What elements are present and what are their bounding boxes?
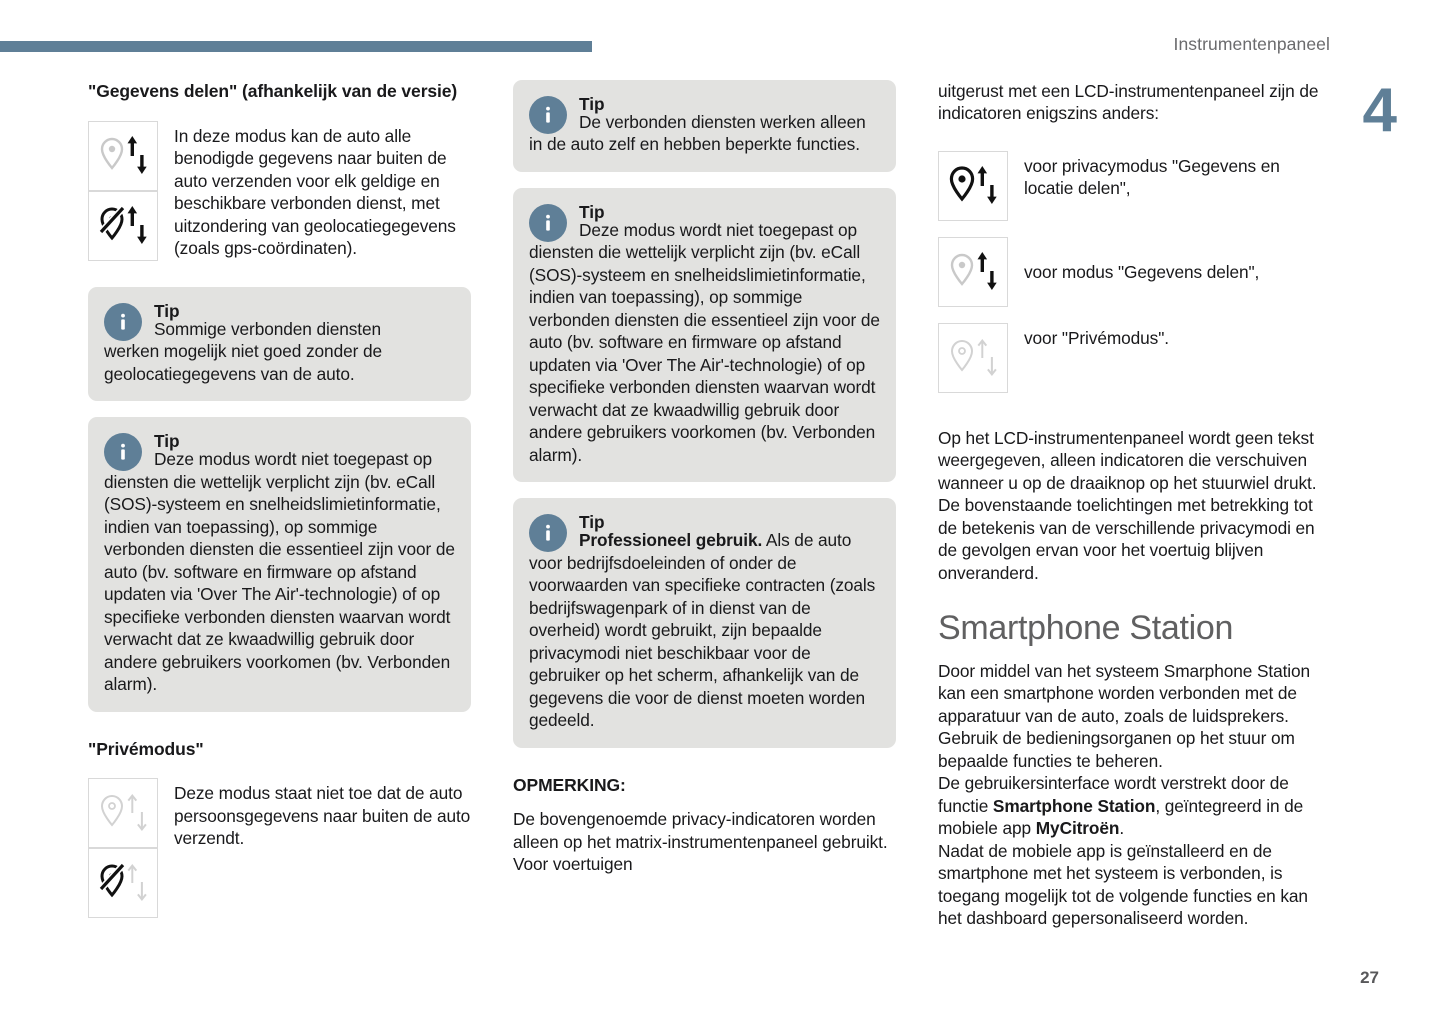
tip-text: werken mogelijk niet goed zonder de geolocatiegegevens van de auto. <box>104 341 382 384</box>
para3-feature-name: Smartphone Station <box>992 795 1156 816</box>
tip-box-modus-uitzonderingen <box>88 417 471 711</box>
icon-block-description: Deze modus staat niet toe dat de auto persoonsgegevens naar buiten de auto verzendt. <box>174 783 471 849</box>
smartphone-para-2: Gebruik de bedieningsorganen op het stuur om bepaalde functies te beheren. <box>938 728 1295 771</box>
tip-box-professioneel-gebruik <box>513 498 896 747</box>
icon-stack <box>88 778 158 918</box>
note-label: OPMERKING: <box>513 774 626 795</box>
icon-block-privemodus <box>88 778 471 918</box>
tip-text: voor bedrijfsdoeleinden of onder de voorwaarden van specifieke contracten (zoals bedrijfswagenpark of in dienst van de overheid) wordt gebruikt, zijn bepaalde privacymodi niet beschikbaar voor de gebruiker op het scherm, afhankelijk van de gegevens die voor de dienst moeten worden gedeeld. <box>529 552 876 731</box>
para3-app-name: MyCitroën <box>1035 818 1120 839</box>
note-text: De bovengenoemde privacy-indicatoren worden alleen op het matrix-instrumentenpaneel gebruikt. Voor voertuigen <box>513 809 888 875</box>
tip-text: diensten die wettelijk verplicht zijn (bv. eCall (SOS)-systeem en snelheidslimietinformatie, indien van toepassing), op sommige verbonden diensten die essentieel zijn voor de auto (bv. software en firmware op afstand updaten via 'Over The Air'-technologie) of op specifieke verbonden diensten waarvan wordt verwacht dat ze kwaadwillig gebruik door andere gebruikers voorkomen (bv. Verbonden alarm). <box>104 471 455 695</box>
info-icon <box>529 204 567 242</box>
tip-box-geolocatie <box>88 287 471 401</box>
heading-gegevens-delen: "Gegevens delen" (afhankelijk van de versie) <box>88 81 458 101</box>
tip-label: Tip <box>154 300 180 321</box>
indicator-row-gegevens-delen <box>938 237 1321 307</box>
tip-bold-lead: Professioneel gebruik. <box>579 530 763 551</box>
page-header-title: Instrumentenpaneel <box>1173 34 1330 54</box>
tip-text: in de auto zelf en hebben beperkte functies. <box>529 134 860 155</box>
left-column <box>88 80 471 918</box>
location-pin-inactive-grey-icon <box>938 323 1008 393</box>
icon-block-gegevens-delen <box>88 121 471 261</box>
heading-privemodus: "Privémodus" <box>88 738 204 759</box>
middle-column <box>513 80 896 876</box>
tip-first-line <box>579 529 880 551</box>
tip-first-line: Deze modus wordt niet toegepast op <box>579 219 858 240</box>
info-icon <box>529 514 567 552</box>
indicator-row-locatie-delen <box>938 151 1321 221</box>
location-pin-active-share-icon <box>938 151 1008 221</box>
para3-a: De gebruikersinterface wordt verstrekt door de functie <box>938 773 1289 816</box>
right-paragraph-lcd: Op het LCD-instrumentenpaneel wordt geen tekst weergegeven, alleen indicatoren die verschuiven wanneer u op de draaiknop op het stuurwiel drukt. De bovenstaande toelichtingen met betrekking tot de betekenis van de verschillende privacymodi en de gevolgen ervan voor het voertuig blijven onveranderd. <box>938 427 1317 583</box>
tip-label: Tip <box>579 94 605 114</box>
smartphone-para-4: Nadat de mobiele app is geïnstalleerd en de smartphone met het systeem is verbonden, is toegang mogelijk tot de volgende functies en kan het dashboard gepersonaliseerd worden. <box>938 840 1308 929</box>
tip-box-verbonden-diensten <box>513 80 896 172</box>
section-heading-smartphone-station: Smartphone Station <box>938 609 1234 648</box>
tip-first-line: Sommige verbonden diensten <box>154 318 382 339</box>
para3-c: , geïntegreerd in de mobiele app <box>938 795 1304 839</box>
location-pin-disabled-inactive-icon <box>88 848 158 918</box>
tip-label: Tip <box>579 512 605 533</box>
location-pin-disabled-share-icon <box>88 191 158 261</box>
tip-first-line: De verbonden diensten werken alleen <box>579 112 866 132</box>
tip-first-line-rest: Als de auto <box>762 530 852 551</box>
tip-text: diensten die wettelijk verplicht zijn (bv. eCall (SOS)-systeem en snelheidslimietinformatie, indien van toepassing), op sommige verbonden diensten die essentieel zijn voor de auto (bv. software en firmware op afstand updaten via 'Over The Air'-technologie) of op specifieke verbonden diensten waarvan wordt verwacht dat ze kwaadwillig gebruik door andere gebruikers voorkomen (bv. Verbonden alarm). <box>529 242 880 465</box>
right-column <box>938 80 1321 930</box>
location-pin-grey-share-icon <box>938 237 1008 307</box>
tip-first-line: Deze modus wordt niet toegepast op <box>154 449 433 470</box>
indicator-label: voor modus "Gegevens delen", <box>1024 261 1260 282</box>
info-icon <box>104 433 142 471</box>
icon-stack <box>88 121 158 261</box>
right-intro-text: uitgerust met een LCD-instrumentenpaneel zijn de indicatoren enigszins anders: <box>938 81 1319 124</box>
info-icon <box>529 96 567 134</box>
location-pin-share-icon <box>88 121 158 191</box>
tip-label: Tip <box>154 431 180 452</box>
indicator-label: voor "Privémodus". <box>1024 327 1169 348</box>
header-accent-bar <box>0 41 592 52</box>
tip-label: Tip <box>579 201 605 222</box>
para3-e: . <box>1119 818 1125 839</box>
icon-block-description: In deze modus kan de auto alle benodigde gegevens naar buiten de auto verzenden voor elk geldige en beschikbare verbonden dienst, met uitzondering van geolocatiegegevens (zoals gps-coördinaten). <box>174 125 456 259</box>
tip-box-modus-uitzonderingen-2 <box>513 188 896 482</box>
page-number: 27 <box>1360 968 1379 987</box>
smartphone-para-3 <box>938 772 1321 839</box>
chapter-number: 4 <box>1362 76 1397 145</box>
indicator-row-privemodus <box>938 323 1321 393</box>
indicator-label: voor privacymodus "Gegevens en locatie delen", <box>1024 155 1280 199</box>
location-pin-inactive-icon <box>88 778 158 848</box>
info-icon <box>104 303 142 341</box>
smartphone-para-1: Door middel van het systeem Smarphone Station kan een smartphone worden verbonden met de apparatuur van de auto, zoals de luidsprekers. <box>938 660 1311 726</box>
